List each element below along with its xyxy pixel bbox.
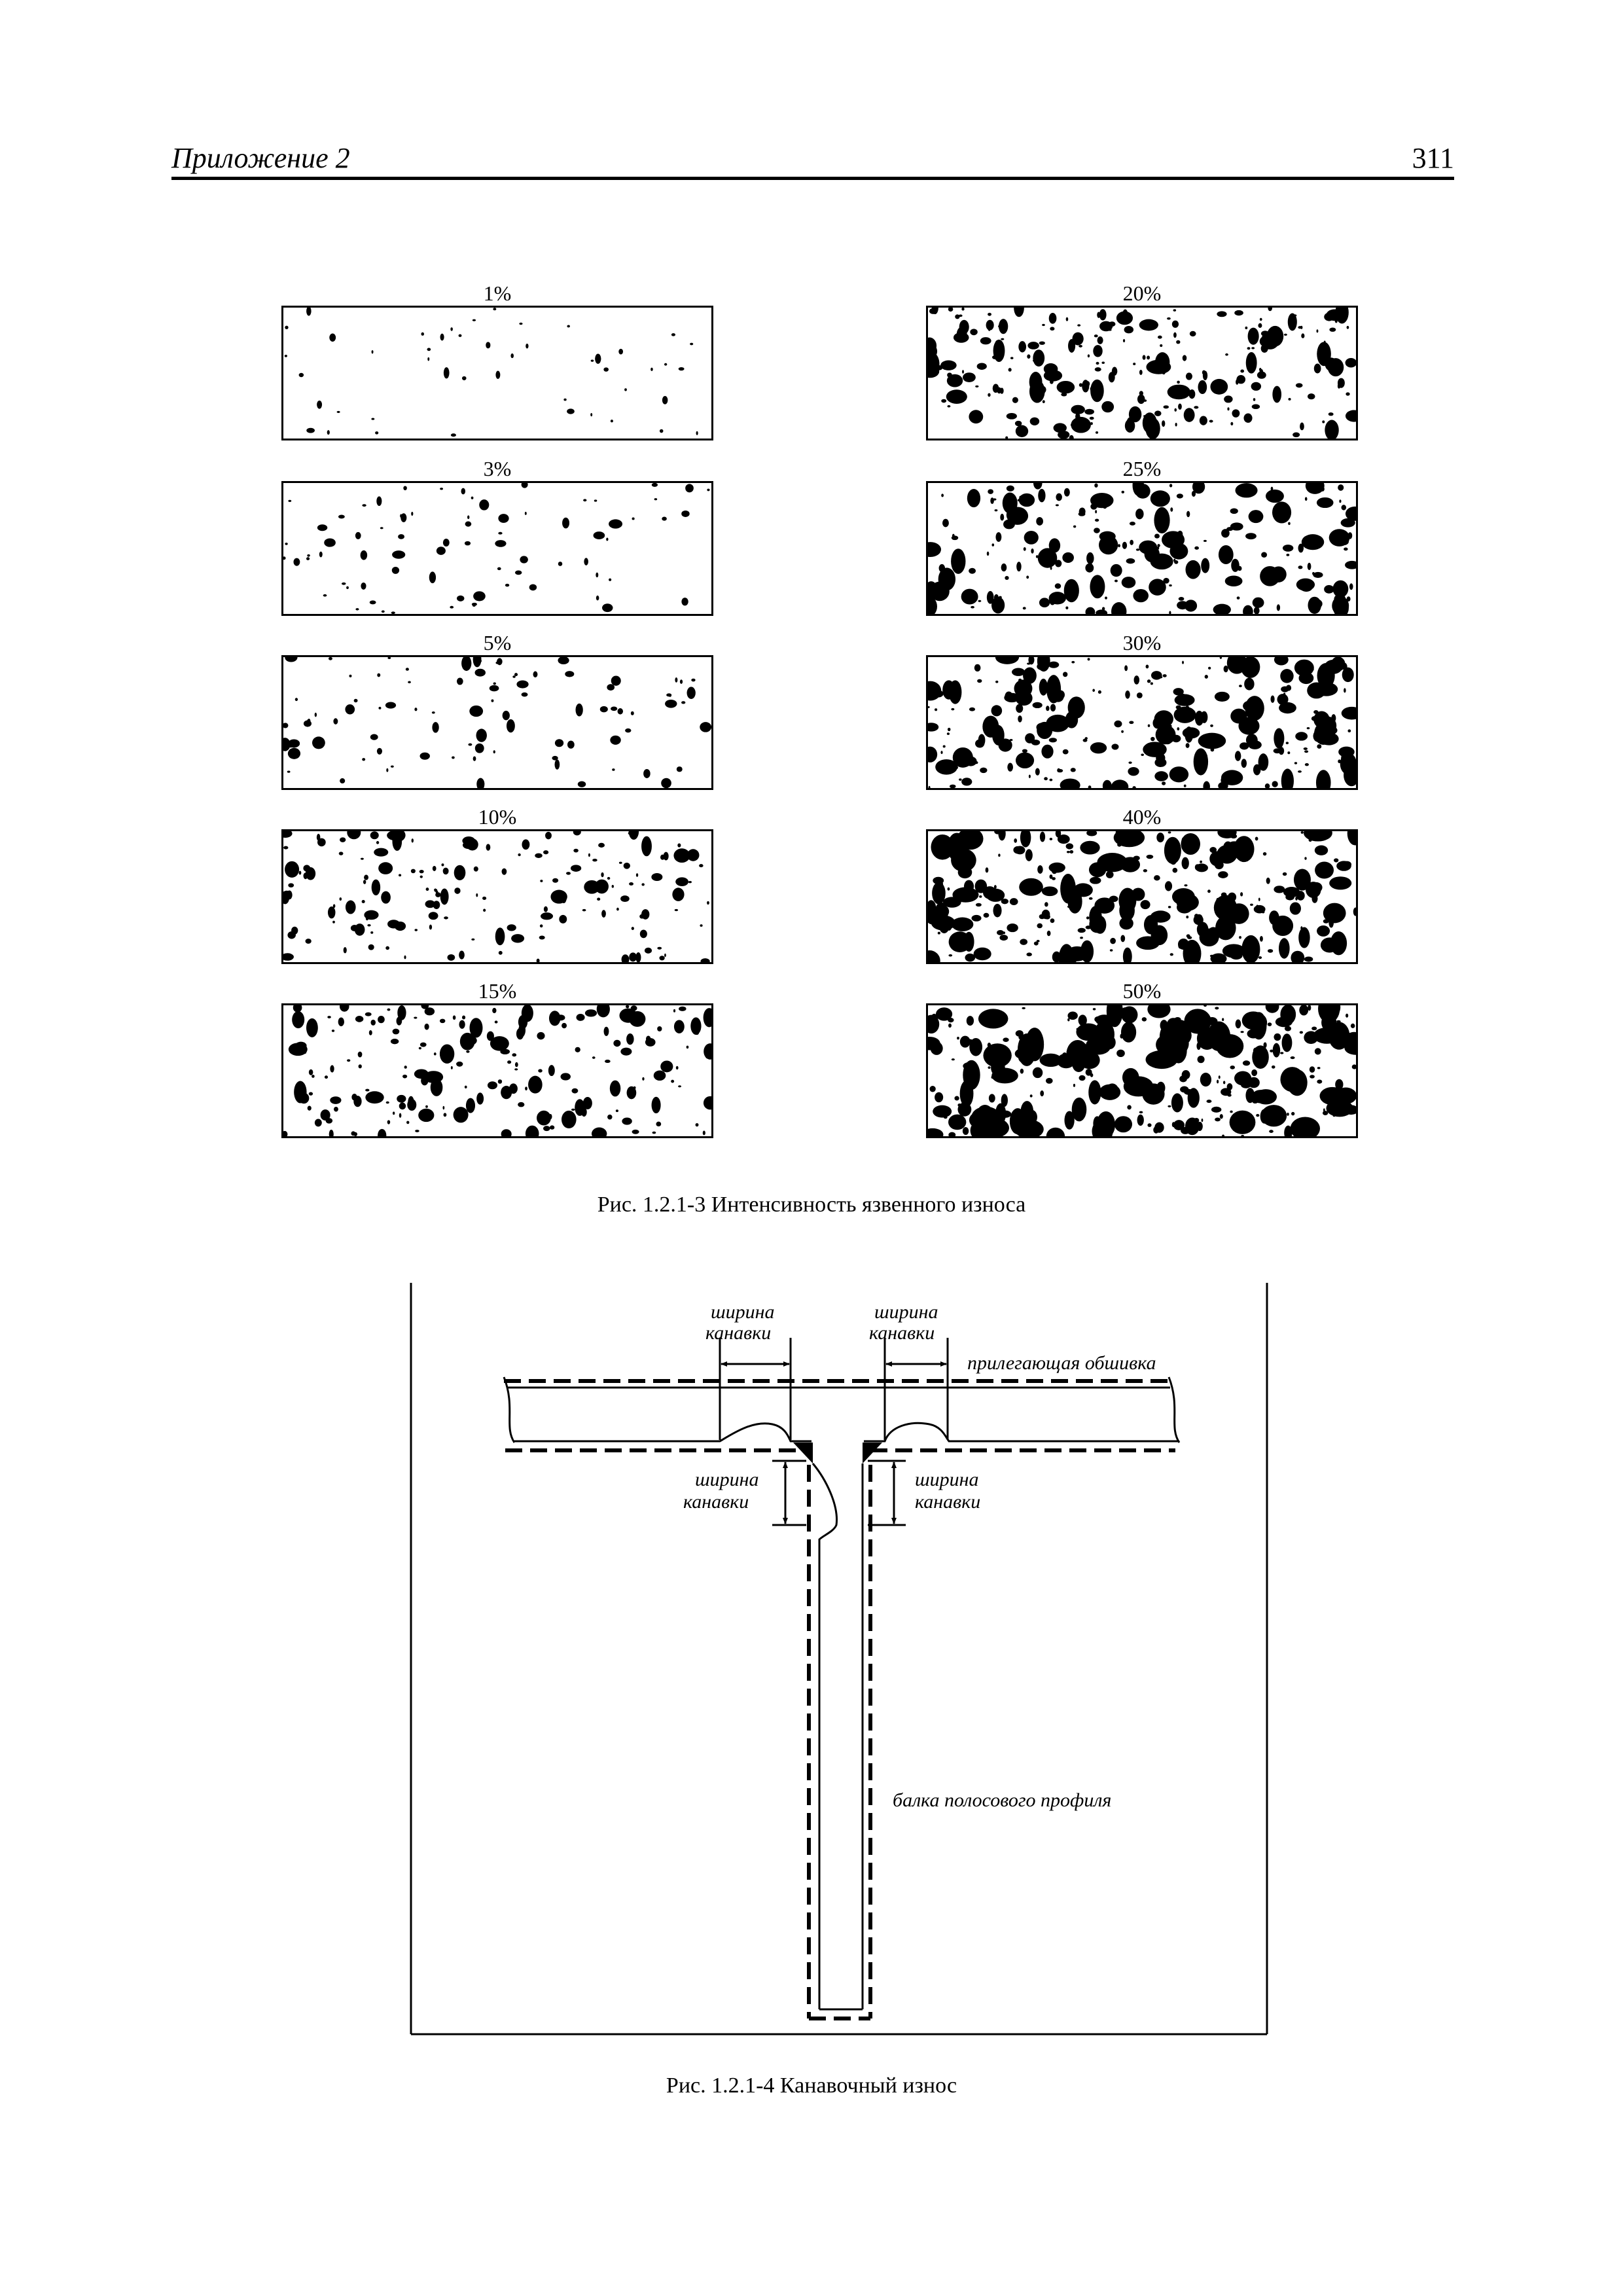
web-outline — [813, 1463, 863, 2009]
panel-label-20: 20% — [1122, 281, 1162, 305]
figure-caption-groove: Рис. 1.2.1-4 Канавочный износ — [666, 2073, 957, 2098]
page-header-section: Приложение 2 — [171, 142, 350, 174]
plating-outline — [504, 1377, 1179, 1443]
label-flat-bar-beam: балка полосового профиля — [893, 1789, 1112, 1811]
groove-width-dimension-side-left — [772, 1461, 806, 1525]
panel-label-40: 40% — [1122, 805, 1162, 829]
panel-label-5: 5% — [483, 631, 512, 655]
page-number: 311 — [1412, 142, 1454, 174]
web-worn-outline — [809, 1465, 870, 2018]
label-groove-width-2b: канавки — [869, 1322, 935, 1344]
panel-label-3: 3% — [483, 457, 512, 480]
label-groove-width-1a: ширина — [711, 1301, 775, 1323]
groove-width-dimension-side-right — [868, 1461, 906, 1525]
label-groove-width-3b: канавки — [683, 1491, 749, 1513]
diagram-frame — [411, 1283, 1267, 2034]
panel-label-30: 30% — [1122, 631, 1162, 655]
panel-label-50: 50% — [1122, 979, 1162, 1003]
label-adjacent-plating: прилегающая обшивка — [967, 1352, 1156, 1374]
label-groove-width-4b: канавки — [915, 1491, 981, 1513]
panel-label-1: 1% — [483, 281, 512, 305]
label-groove-width-1b: канавки — [705, 1322, 772, 1344]
label-groove-width-4a: ширина — [915, 1469, 979, 1490]
panel-label-25: 25% — [1122, 457, 1162, 480]
plating-worn-outline — [504, 1381, 1175, 1450]
figure-caption-pitting: Рис. 1.2.1-3 Интенсивность язвенного износа — [597, 1193, 1026, 1217]
groove-width-dimension-top-right — [885, 1338, 948, 1440]
label-groove-width-3a: ширина — [695, 1469, 759, 1490]
panel-label-15: 15% — [478, 979, 517, 1003]
label-groove-width-2a: ширина — [874, 1301, 938, 1323]
panel-label-10: 10% — [478, 805, 517, 829]
